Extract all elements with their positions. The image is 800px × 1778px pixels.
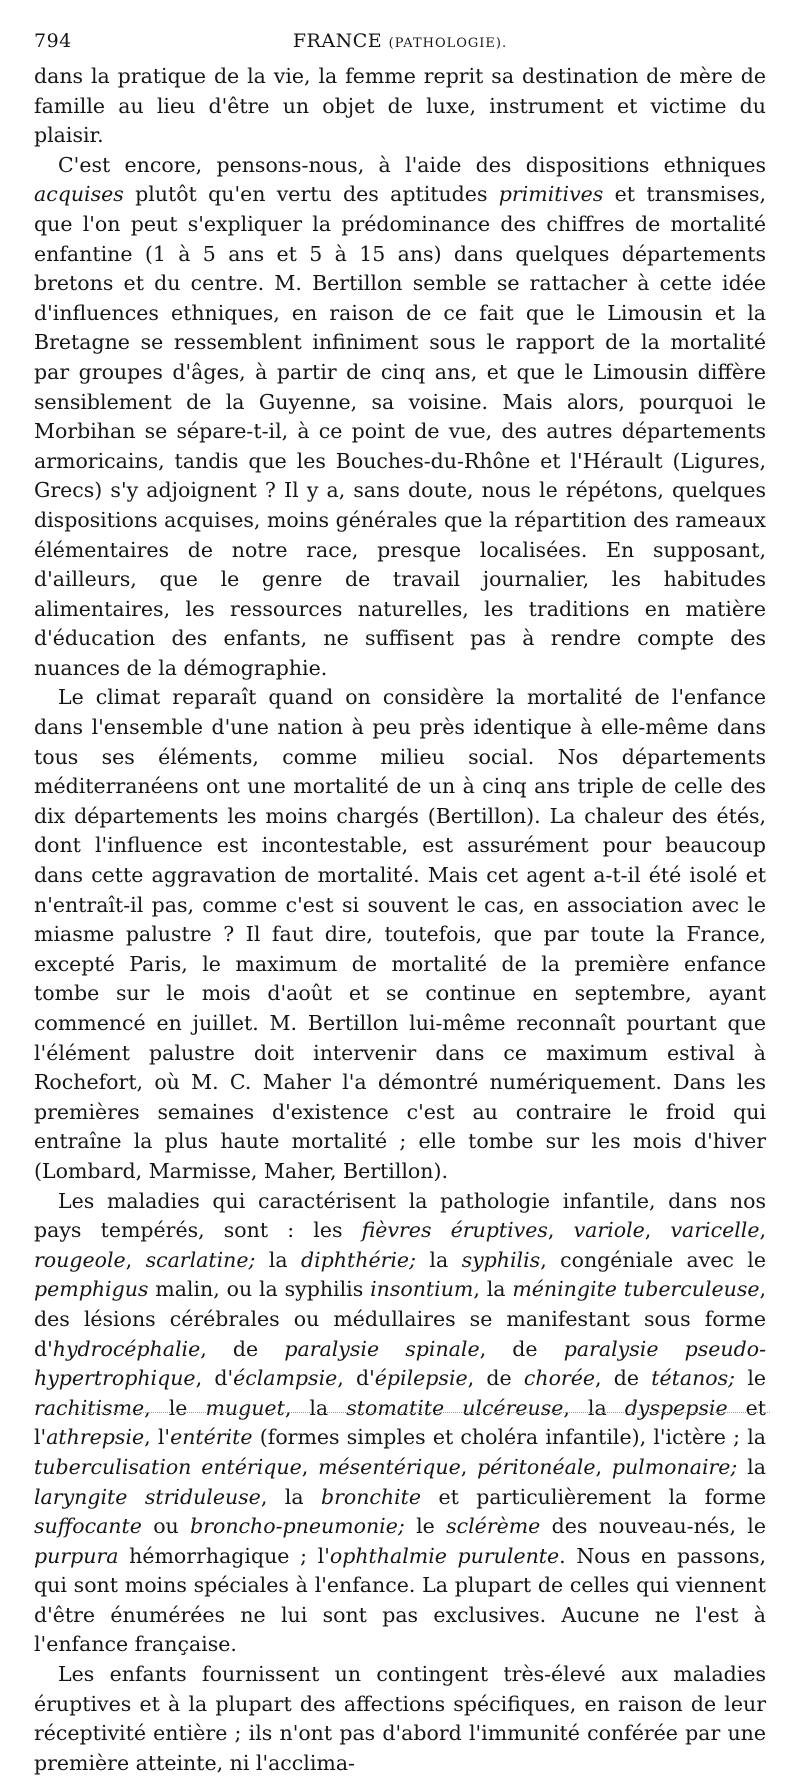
p4-text-10: , la bbox=[473, 1277, 513, 1302]
p4-italic-4: rougeole bbox=[34, 1247, 126, 1272]
p4-italic-5: scarlatine; bbox=[145, 1247, 256, 1272]
p4-italic-27: pulmonaire; bbox=[611, 1454, 738, 1479]
running-title bbox=[34, 30, 766, 52]
p4-italic-10: méningite tuberculeuse bbox=[512, 1277, 760, 1302]
p4-italic-29: bronchite bbox=[320, 1484, 422, 1509]
body-text bbox=[34, 62, 766, 1778]
p4-italic-31: broncho-pneumonie; bbox=[190, 1514, 405, 1539]
p4-text-16: , de bbox=[467, 1366, 524, 1391]
p2-text-2: plutôt qu'en vertu des aptitudes bbox=[123, 182, 499, 207]
p4-text-34: hémorrhagique ; l' bbox=[118, 1543, 330, 1568]
p4-italic-11: hydrocéphalie bbox=[52, 1336, 201, 1361]
p4-text-9: malin, ou la syphilis bbox=[148, 1277, 371, 1302]
p4-text-13: , de bbox=[479, 1336, 564, 1361]
p2-text-1: C'est encore, pensons-nous, à l'aide des dispositions ethniques bbox=[58, 152, 766, 177]
p4-italic-7: syphilis bbox=[461, 1247, 541, 1272]
p4-italic-12: paralysie spinale bbox=[284, 1336, 480, 1361]
p4-italic-8: pemphigus bbox=[34, 1277, 149, 1302]
page-number: 794 bbox=[34, 30, 72, 52]
p4-text-15: , d' bbox=[337, 1366, 375, 1391]
p4-text-22: et l' bbox=[34, 1395, 766, 1450]
p4-text-12: , de bbox=[200, 1336, 285, 1361]
p4-text-8: , congéniale avec le bbox=[540, 1247, 766, 1272]
p4-text-6: la bbox=[255, 1247, 301, 1272]
paragraph-2 bbox=[34, 151, 766, 684]
p4-text-25: , bbox=[301, 1454, 319, 1479]
p4-italic-24: tuberculisation entérique bbox=[34, 1454, 302, 1479]
paragraph-3 bbox=[34, 683, 766, 1186]
page bbox=[34, 30, 766, 1778]
running-title-main: FRANCE bbox=[292, 30, 383, 52]
p4-italic-19: muguet bbox=[205, 1395, 285, 1420]
p4-italic-28: laryngite striduleuse bbox=[34, 1484, 261, 1509]
p4-italic-34: ophthalmie purulente bbox=[329, 1543, 560, 1568]
p4-text-2: , bbox=[547, 1218, 574, 1243]
p4-italic-6: diphthérie; bbox=[301, 1247, 416, 1272]
running-header bbox=[34, 30, 766, 62]
p4-italic-23: entérite bbox=[170, 1425, 253, 1450]
p4-italic-16: chorée bbox=[523, 1366, 595, 1391]
p4-italic-25: mésentérique bbox=[318, 1454, 461, 1479]
running-title-subtitle: (PATHOLOGIE). bbox=[388, 36, 508, 51]
p4-text-29: , la bbox=[260, 1484, 321, 1509]
p2-italic-2: primitives bbox=[498, 182, 604, 207]
p4-text-19: , le bbox=[144, 1395, 206, 1420]
p2-text-3: et transmises, que l'on peut s'expliquer la prédominance des chiffres de mortalité enfantine (1 à 5 ans et 5 à 15 ans) dans quelques départements bretons et du centre. M. Bertillon semble se rattacher à cette idée d'influences ethniques, en raison de ce fait que le Limousin et la Bretagne se ressemblent infiniment sous le rapport de la mortalité par groupes d'âges, à partir de cinq ans, et que le Limousin diffère sensiblement de la Guyenne, sa voisine. Mais alors, pourquoi le Morbihan se sépare-t-il, à ce point de vue, des autres départements armoricains, tandis que les Bouches-du-Rhône et l'Hérault (Ligures, Grecs) s'y adjoignent ? Il y a, sans doute, nous le répétons, quelques dispositions acquises, moins générales que la répartition des rameaux élémentaires de notre race, presque localisées. En supposant, d'ailleurs, que le genre de travail journalier, les habitudes alimentaires, les ressources naturelles, les traditions en matière d'éducation des enfants, ne suffisent pas à rendre compte des nuances de la démographie. bbox=[34, 182, 766, 680]
p4-text-17: , de bbox=[595, 1366, 652, 1391]
p4-italic-30: suffocante bbox=[34, 1514, 142, 1539]
p4-text-31: ou bbox=[141, 1514, 191, 1539]
paragraph-4 bbox=[34, 1187, 766, 1661]
p4-italic-33: purpura bbox=[34, 1543, 119, 1568]
p4-italic-3: varicelle bbox=[670, 1218, 760, 1243]
p1-text: dans la pratique de la vie, la femme reprit sa destination de mère de famille au lieu d'être un objet de luxe, instrument et victime du plaisir. bbox=[34, 64, 766, 148]
p5-text: Les enfants fournissent un contingent très-élevé aux maladies éruptives et à la plupart des affections spécifiques, en raison de leur réceptivité entière ; ils n'ont pas d'abord l'immunité conférée par une première atteinte, ni l'acclima- bbox=[34, 1662, 766, 1775]
paragraph-1 bbox=[34, 62, 766, 151]
p4-italic-20: stomatite ulcéreuse bbox=[346, 1395, 564, 1420]
p4-text-1: Les maladies qui caractérisent la pathologie infantile, dans nos pays tempérés, sont : les bbox=[34, 1188, 766, 1243]
p4-italic-14: éclampsie bbox=[233, 1366, 338, 1391]
p4-text-3: , bbox=[644, 1218, 671, 1243]
p3-text: Le climat reparaît quand on considère la mortalité de l'enfance dans l'ensemble d'une nation à peu près identique à elle-même dans tous ses éléments, comme milieu social. Nos départements méditerranéens ont une mortalité de un à cinq ans triple de celle des dix départements les moins chargés (Bertillon). La chaleur des étés, dont l'influence est incontestable, est assurément pour beaucoup dans cette aggravation de mortalité. Mais cet agent a-t-il été isolé et n'entraît-il pas, comme c'est si souvent le cas, en association avec le miasme palustre ? Il faut dire, toutefois, que par toute la France, excepté Paris, le maximum de mortalité de la première enfance tombe sur le mois d'août et se continue en septembre, ayant commencé en juillet. M. Bertillon lui-même reconnaît pourtant que l'élément palustre doit intervenir dans ce maximum estival à Rochefort, où M. C. Maher l'a démontré numériquement. Dans les premières semaines d'existence c'est au contraire le froid qui entraîne la plus haute mortalité ; elle tombe sur les mois d'hiver (Lombard, Marmisse, Maher, Bertillon). bbox=[34, 685, 766, 1183]
p4-text-26: , bbox=[460, 1454, 478, 1479]
p4-text-21: , la bbox=[563, 1395, 625, 1420]
p4-text-11: , des lésions cérébrales ou médullaires se manifestant sous forme d' bbox=[34, 1277, 767, 1361]
p4-text-28: la bbox=[737, 1454, 766, 1479]
p4-italic-22: athrepsie bbox=[46, 1425, 145, 1450]
p4-text-4: , bbox=[759, 1218, 767, 1243]
p4-text-7: la bbox=[415, 1247, 462, 1272]
p4-text-35: . Nous en passons, qui sont moins spéciales à l'enfance. La plupart de celles qui viennent d'être énumérées ne lui sont pas exclusives. Aucune ne l'est à l'enfance française. bbox=[34, 1543, 766, 1657]
p4-text-14: , d' bbox=[195, 1366, 234, 1391]
p4-text-33: des nouveau-nés, le bbox=[540, 1514, 766, 1539]
p4-text-32: le bbox=[404, 1514, 447, 1539]
footer-rule bbox=[70, 1412, 770, 1413]
p2-italic-1: acquises bbox=[34, 182, 124, 207]
p4-italic-1: fièvres éruptives bbox=[361, 1218, 548, 1243]
p4-italic-26: péritonéale bbox=[477, 1454, 596, 1479]
p4-text-23: , l' bbox=[144, 1425, 171, 1450]
p4-italic-18: rachitisme bbox=[34, 1395, 145, 1420]
p4-italic-9: insontium bbox=[370, 1277, 474, 1302]
p4-text-27: , bbox=[595, 1454, 612, 1479]
p4-text-20: , la bbox=[284, 1395, 347, 1420]
p4-text-24: (formes simples et choléra infantile), l'ictère ; la bbox=[252, 1425, 766, 1450]
p4-italic-32: sclérème bbox=[446, 1514, 541, 1539]
p4-italic-13: paralysie pseudo-hypertrophique bbox=[34, 1336, 766, 1391]
p4-text-30: et particulièrement la forme bbox=[421, 1484, 766, 1509]
p4-text-18: le bbox=[735, 1366, 767, 1391]
p4-italic-15: épilepsie bbox=[374, 1366, 468, 1391]
paragraph-5 bbox=[34, 1660, 766, 1778]
p4-italic-21: dyspepsie bbox=[624, 1395, 728, 1420]
p4-italic-17: tétanos; bbox=[651, 1366, 736, 1391]
p4-text-5: , bbox=[125, 1247, 146, 1272]
p4-italic-2: variole bbox=[573, 1218, 645, 1243]
